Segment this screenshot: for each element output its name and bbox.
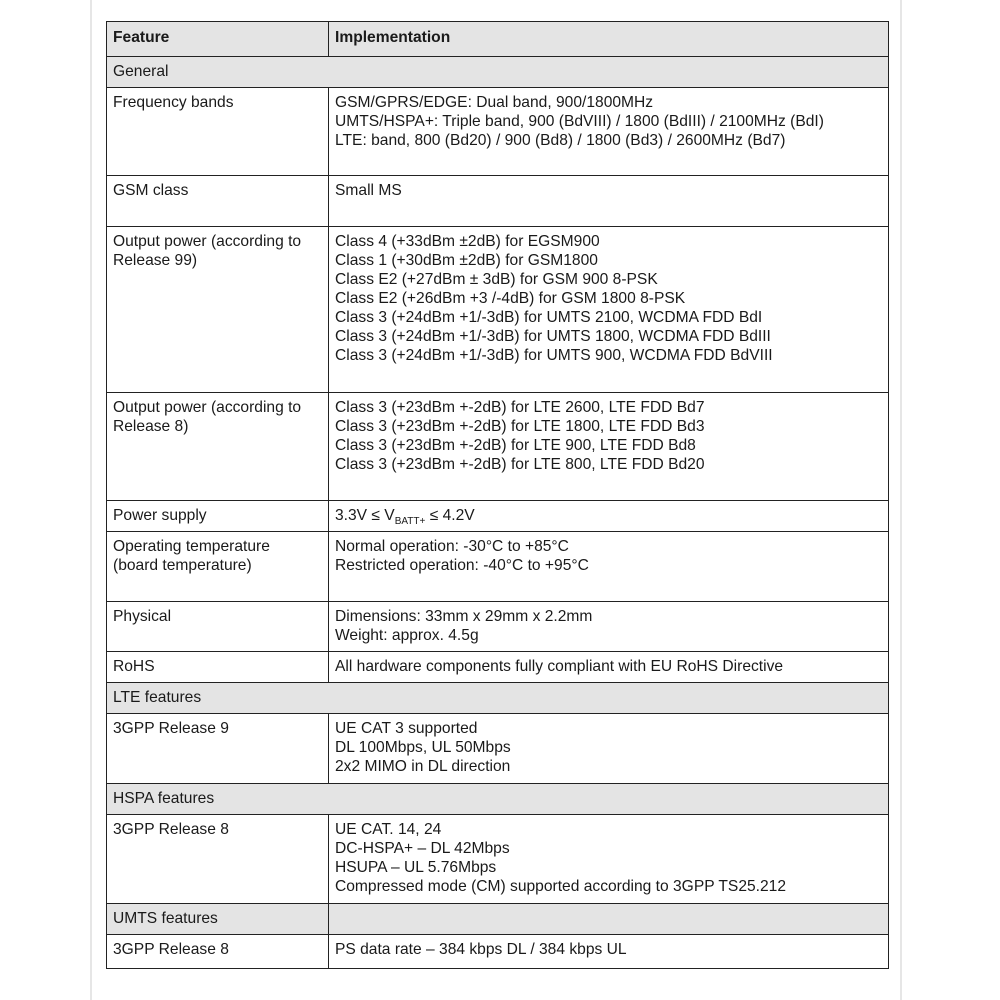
section-label: UMTS features [107, 904, 329, 935]
section-row-hspa [107, 784, 889, 815]
feature-cell: Frequency bands [107, 88, 329, 176]
implementation-cell: All hardware components fully compliant with EU RoHS Directive [329, 652, 889, 683]
feature-cell: 3GPP Release 8 [107, 815, 329, 904]
table-row [107, 815, 889, 904]
feature-cell: Output power (according to Release 8) [107, 393, 329, 501]
table-row [107, 714, 889, 784]
table-header-row [107, 22, 889, 57]
feature-cell: Operating temperature (board temperature) [107, 532, 329, 602]
implementation-cell: GSM/GPRS/EDGE: Dual band, 900/1800MHz UMTS/HSPA+: Triple band, 900 (BdVIII) / 1800 (BdIII) / 2100MHz (BdI) LTE: band, 800 (Bd20) / 900 (Bd8) / 1800 (Bd3) / 2600MHz (Bd7) [329, 88, 889, 176]
implementation-cell: Normal operation: -30°C to +85°C Restricted operation: -40°C to +95°C [329, 532, 889, 602]
feature-cell: Output power (according to Release 99) [107, 227, 329, 393]
section-row-lte [107, 683, 889, 714]
section-label: General [107, 57, 889, 88]
feature-cell: RoHS [107, 652, 329, 683]
table-row [107, 227, 889, 393]
feature-cell: Power supply [107, 501, 329, 532]
table-row [107, 393, 889, 501]
implementation-cell: Class 3 (+23dBm +-2dB) for LTE 2600, LTE FDD Bd7 Class 3 (+23dBm +-2dB) for LTE 1800, LTE FDD Bd3 Class 3 (+23dBm +-2dB) for LTE 900, LTE FDD Bd8 Class 3 (+23dBm +-2dB) for LTE 800, LTE FDD Bd20 [329, 393, 889, 501]
feature-cell: GSM class [107, 176, 329, 227]
implementation-cell: UE CAT 3 supported DL 100Mbps, UL 50Mbps 2x2 MIMO in DL direction [329, 714, 889, 784]
table-row [107, 602, 889, 652]
document-page [90, 0, 902, 1000]
table-row [107, 501, 889, 532]
table-row [107, 532, 889, 602]
feature-cell: Physical [107, 602, 329, 652]
section-label-empty [329, 904, 889, 935]
section-row-general [107, 57, 889, 88]
section-label: LTE features [107, 683, 889, 714]
feature-cell: 3GPP Release 9 [107, 714, 329, 784]
implementation-cell: PS data rate – 384 kbps DL / 384 kbps UL [329, 935, 889, 969]
header-implementation: Implementation [329, 22, 889, 57]
implementation-cell: UE CAT. 14, 24 DC-HSPA+ – DL 42Mbps HSUPA – UL 5.76Mbps Compressed mode (CM) supported according to 3GPP TS25.212 [329, 815, 889, 904]
table-row [107, 652, 889, 683]
implementation-cell: $3.3V \le V_{BATT+} \le 4.2V$ [329, 501, 889, 532]
table-row [107, 88, 889, 176]
implementation-cell: Class 4 (+33dBm ±2dB) for EGSM900 Class 1 (+30dBm ±2dB) for GSM1800 Class E2 (+27dBm ± 3dB) for GSM 900 8-PSK Class E2 (+26dBm +3 /-4dB) for GSM 1800 8-PSK Class 3 (+24dBm +1/-3dB) for UMTS 2100, WCDMA FDD BdI Class 3 (+24dBm +1/-3dB) for UMTS 1800, WCDMA FDD BdIII Class 3 (+24dBm +1/-3dB) for UMTS 900, WCDMA FDD BdVIII [329, 227, 889, 393]
feature-cell: 3GPP Release 8 [107, 935, 329, 969]
header-feature: Feature [107, 22, 329, 57]
table-row [107, 176, 889, 227]
implementation-cell: Small MS [329, 176, 889, 227]
section-label: HSPA features [107, 784, 889, 815]
table-row [107, 935, 889, 969]
implementation-cell: Dimensions: 33mm x 29mm x 2.2mm Weight: approx. 4.5g [329, 602, 889, 652]
section-row-umts [107, 904, 889, 935]
feature-table [106, 21, 889, 969]
